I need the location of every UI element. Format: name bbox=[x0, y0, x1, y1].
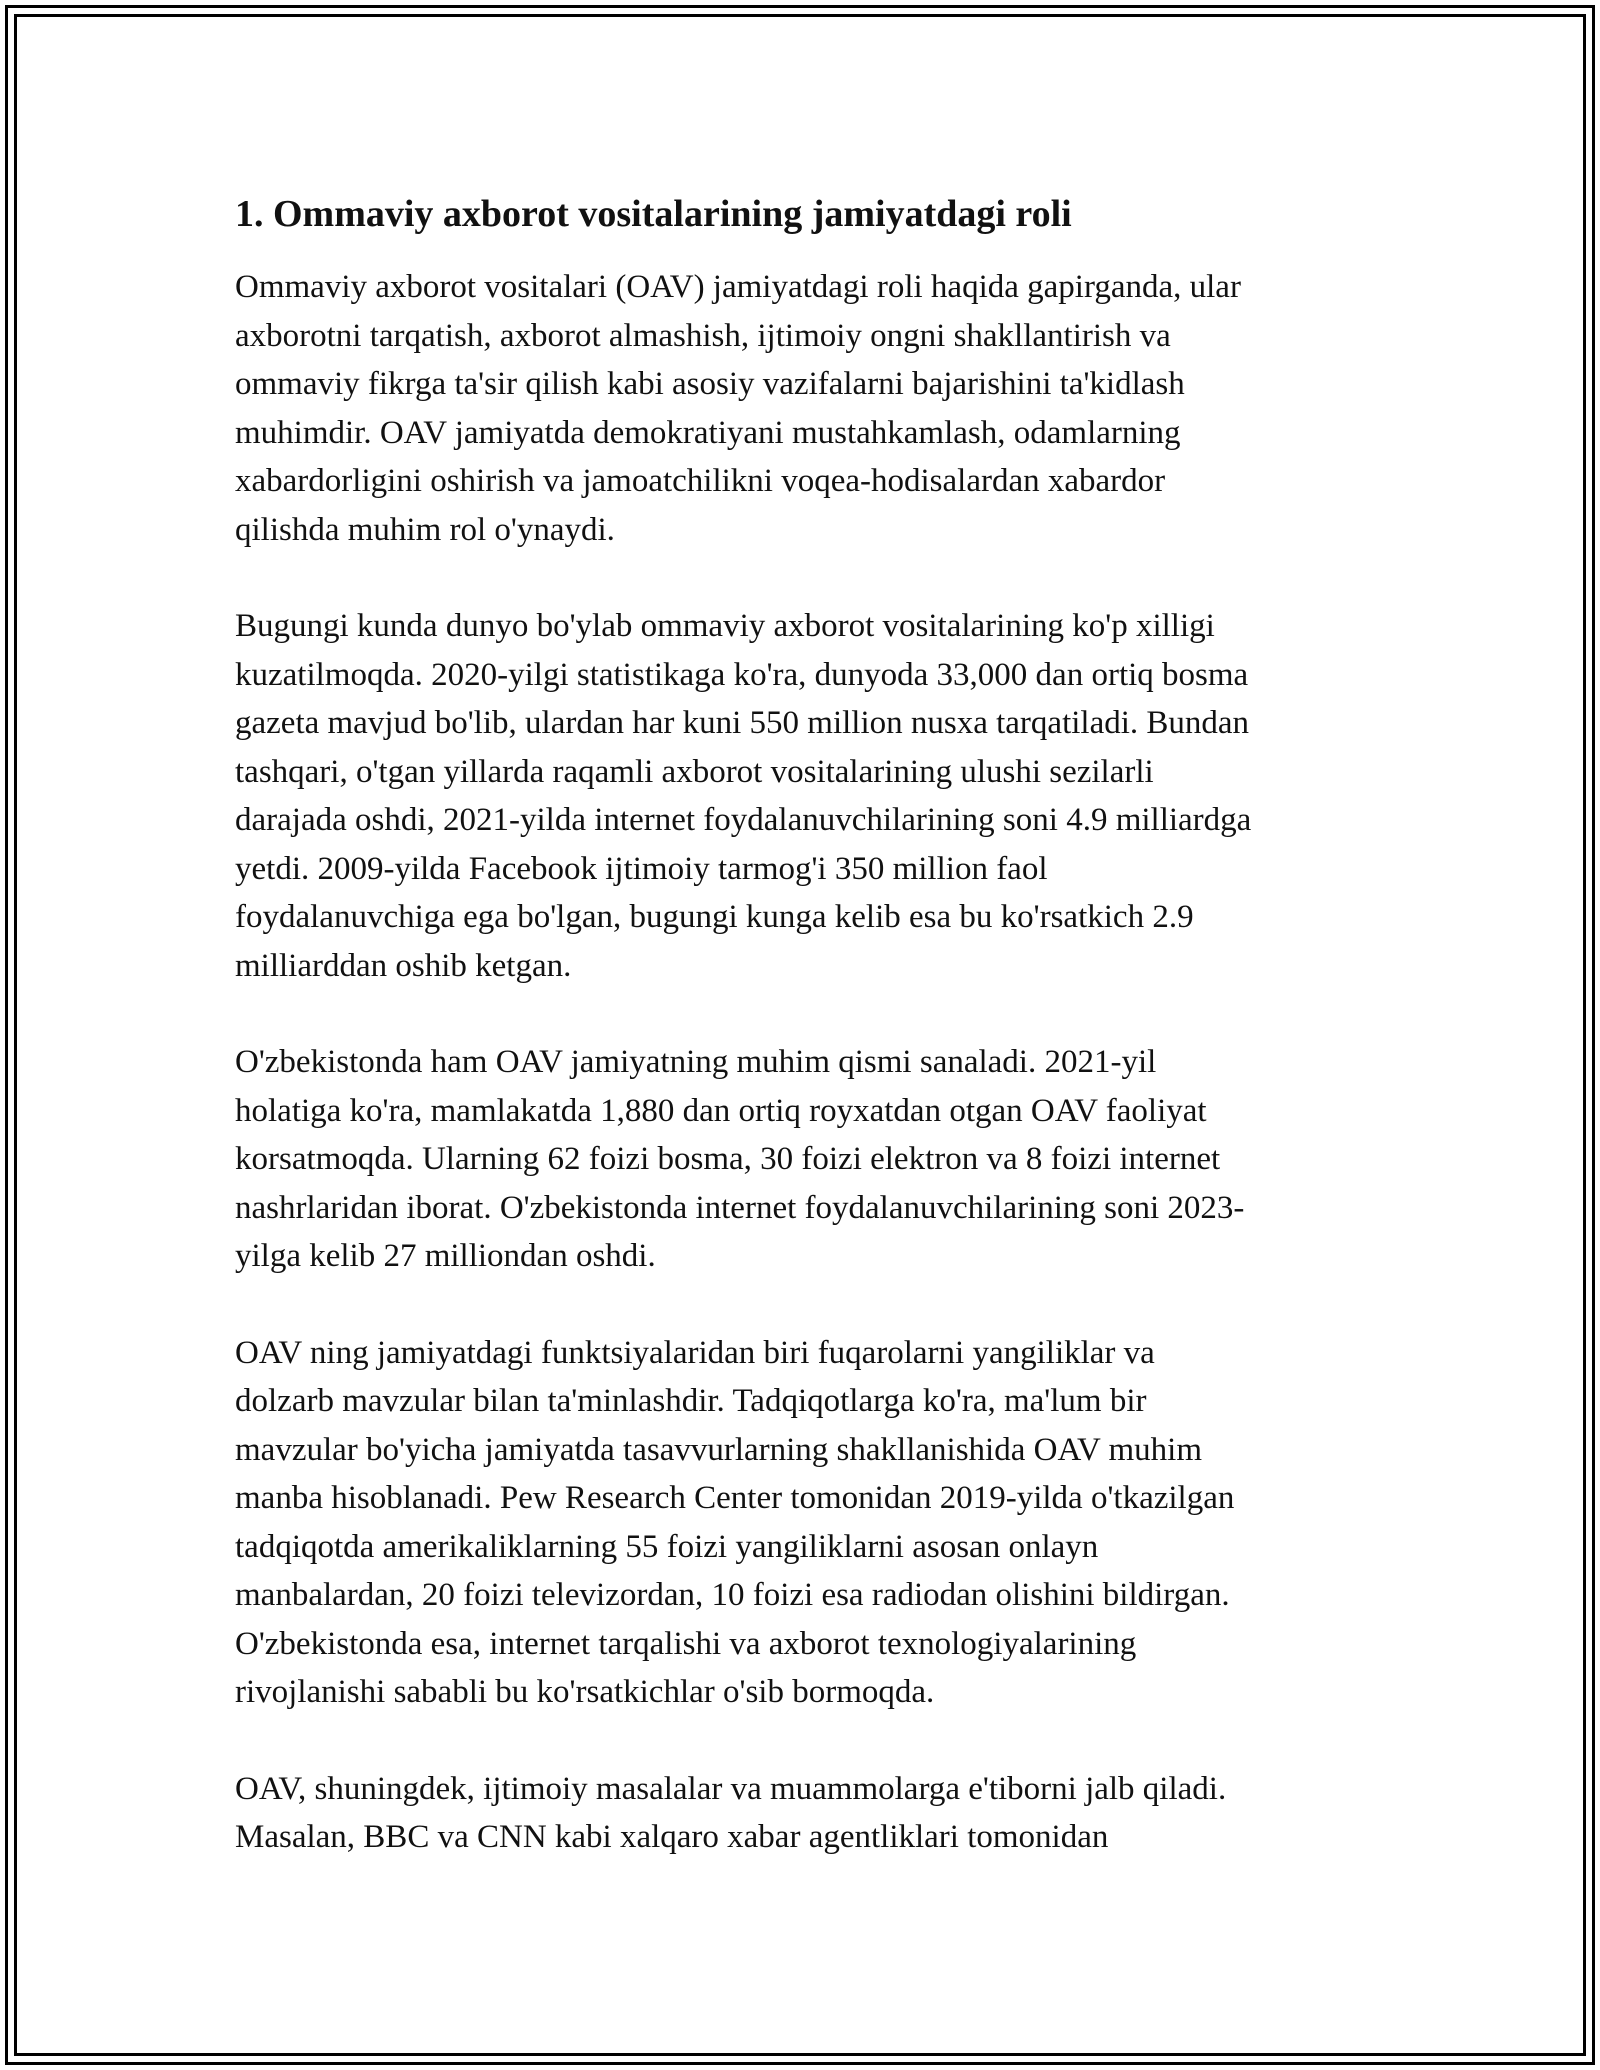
paragraph-social-issues: OAV, shuningdek, ijtimoiy masalalar va muammolarga e'tiborni jalb qiladi. Masalan, BBC va CNN kabi xalqaro xabar agentliklari tomonidan bbox=[235, 1770, 1227, 1855]
paragraph-uzbekistan-media: O'zbekistonda ham OAV jamiyatning muhim qismi sanaladi. 2021-yil holatiga ko'ra, mamlakatda 1,880 dan ortiq royxatdan otgan OAV faoliyat korsatmoqda. Ularning 62 foizi bosma, 30 foizi elektron va 8 foizi internet nashrlaridan iborat. O'zbekistonda internet foydalanuvchilarining soni 2023- yilga kelib 27 milliondan oshdi. bbox=[235, 1044, 1245, 1274]
section-title: 1. Ommaviy axborot vositalarining jamiyatdagi roli bbox=[235, 193, 1072, 235]
paragraph-oav-functions: OAV ning jamiyatdagi funktsiyalaridan biri fuqarolarni yangiliklar va dolzarb mavzular bilan ta'minlashdir. Tadqiqotlarga ko'ra, ma'lum bir mavzular bo'yicha jamiyatda tasavvurlarning shakllanishida OAV muhim manba hisoblanadi. Pew Research Center tomonidan 2019-yilda o'tkazilgan tadqiqotda amerikaliklarning 55 foizi yangiliklarni asosan onlayn manbalardan, 20 foizi televizordan, 10 foizi esa radiodan olishini bildirgan. O'zbekistonda esa, internet tarqalishi va axborot texnologiyalarining rivojlanishi sababli bu ko'rsatkichlar o'sib bormoqda. bbox=[235, 1334, 1235, 1710]
paragraph-world-statistics: Bugungi kunda dunyo bo'ylab ommaviy axborot vositalarining ko'p xilligi kuzatilmoqda. 2020-yilgi statistikaga ko'ra, dunyoda 33,000 dan ortiq bosma gazeta mavjud bo'lib, ulardan har kuni 550 million nusxa tarqatiladi. Bundan tashqari, o'tgan yillarda raqamli axborot vositalarining ulushi sezilarli darajada oshdi, 2021-yilda internet foydalanuvchilarining soni 4.9 milliardga yetdi. 2009-yilda Facebook ijtimoiy tarmog'i 350 million faol foydalanuvchiga ega bo'lgan, bugungi kunga kelib esa bu ko'rsatkich 2.9 milliarddan oshib ketgan. bbox=[235, 608, 1252, 984]
paragraph-oav-role: Ommaviy axborot vositalari (OAV) jamiyatdagi roli haqida gapirganda, ular axborotni tarqatish, axborot almashish, ijtimoiy ongni shakllantirish va ommaviy fikrga ta'sir qilish kabi asosiy vazifalarni bajarishini ta'kidlash muhimdir. OAV jamiyatda demokratiyani mustahkamlash, odamlarning xabardorligini oshirish va jamoatchilikni voqea-hodisalardan xabardor qilishda muhim rol o'ynaydi. bbox=[235, 269, 1241, 548]
document-body bbox=[235, 190, 1370, 1910]
